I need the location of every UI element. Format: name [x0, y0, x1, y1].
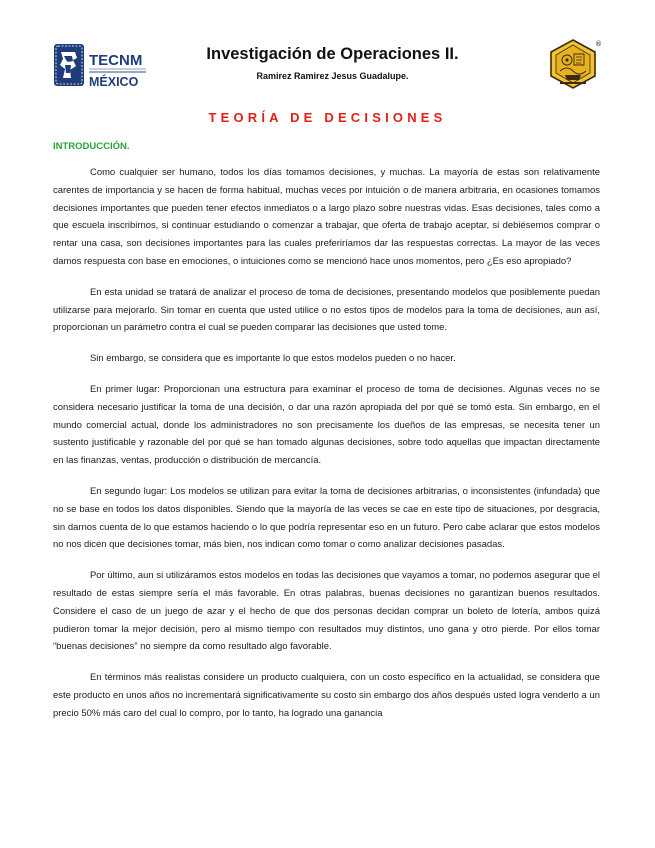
body-text	[53, 164, 600, 736]
tecnm-logo	[52, 38, 152, 92]
institute-crest-logo	[543, 38, 603, 90]
tecnm-logo-text: TECNM	[89, 52, 143, 69]
paragraph-6: Por último, aun si utilizáramos estos modelos en todas las decisiones que vayamos a tomar, no podemos asegurar que el resultado de estas siempre sería el más favorable. En otras palabras, buenas decisiones no garantizan buenos resultados. Considere el caso de un juego de azar y el hecho de que dos personas decidan comprar un boleto de lotería, ambos quizá pudieron tomar la mejor decisión, pero al mismo tiempo con resultados muy distintos, uno gana y otro pierde. Por ellos tomar “buenas decisiones” no siempre da como resultado algo favorable.	[53, 570, 600, 653]
document-title: Investigación de Operaciones II.	[206, 45, 459, 63]
paragraph-3: Sin embargo, se considera que es importante lo que estos modelos pueden o no hacer.	[90, 353, 456, 365]
tecnm-emblem-icon	[54, 44, 84, 86]
paragraph-5: En segundo lugar: Los modelos se utilizan para evitar la toma de decisiones arbitrarias, o inconsistentes (infundada) que no se base en todos los datos disponibles. Siendo que la mayoría de las veces se cae en este tipo de situaciones, por desgracia, sin darnos cuenta de lo que estamos haciendo o lo que podría representar eso en un futuro. Pero cabe aclarar que estos modelos no nos dicen que decisiones tomar, más bien, nos indican como tomar o como analizar decisiones pasadas.	[53, 485, 600, 551]
registered-mark: ®	[595, 40, 602, 48]
crest-emblem-icon	[551, 40, 595, 88]
paragraph-1: Como cualquier ser humano, todos los días tomamos decisiones, y muchas. La mayoría de estas son relativamente carentes de importancia y se hacen de forma habitual, muchas veces por intuición o de manera arbitraria, en ocasiones tomamos decisiones importantes que pueden tener efectos inmediatos o a largo plazo sobre nuestras vidas. Esas decisiones, tales como a que escuela inscribirnos, si continuar estudiando o comenzar a trabajar, que oferta de trabajo aceptar, si debiésemos comprar o rentar una casa, son decisiones importantes para las cuales preferiríamos dar las respuestas correctas. La mayor de las veces damos respuesta con base en emociones, o intuiciones como se mencionó hace unos momentos, pero ¿Es eso apropiado?	[53, 167, 600, 267]
paragraph-2: En esta unidad se tratará de analizar el proceso de toma de decisiones, presentando modelos que posiblemente puedan utilizarse para mejorarlo. Sin tomar en cuenta que usted utilice o no estos tipos de modelos para la toma de decisiones, aun así, proporcionan un parámetro contra el cual se pueden comparar las decisiones que usted tome.	[53, 286, 600, 334]
document-author: Ramirez Ramirez Jesus Guadalupe.	[256, 71, 409, 81]
introduction-heading: INTRODUCCIÓN.	[53, 141, 130, 152]
paragraph-7: En términos más realistas considere un producto cualquiera, con un costo específico en la actualidad, se considera que este producto en unos años no incrementará significativamente su costo sin embargo dos años después usted logra venderlo a un precio 50% más caro del cual lo compro, por lo tanto, ha logrado una ganancia	[53, 672, 600, 719]
mexico-logo-text: MÉXICO	[89, 75, 139, 89]
paragraph-4: En primer lugar: Proporcionan una estructura para examinar el proceso de toma de decisiones. Algunas veces no se considera necesario justificar la toma de una decisión, o dar una razón apropiada del por qué se tomó esta. Sin embargo, en el mundo comercial actual, donde los administradores no son precisamente los dueños de las empresas, se necesita tener un sustento justificable y razonable del por qué se han tomado algunas decisiones, sobre todo aquellas que impactan directamente en las finanzas, ventas, producción o distribución de mercancía.	[53, 383, 600, 467]
section-title: TEORÍA DE DECISIONES	[208, 110, 447, 125]
